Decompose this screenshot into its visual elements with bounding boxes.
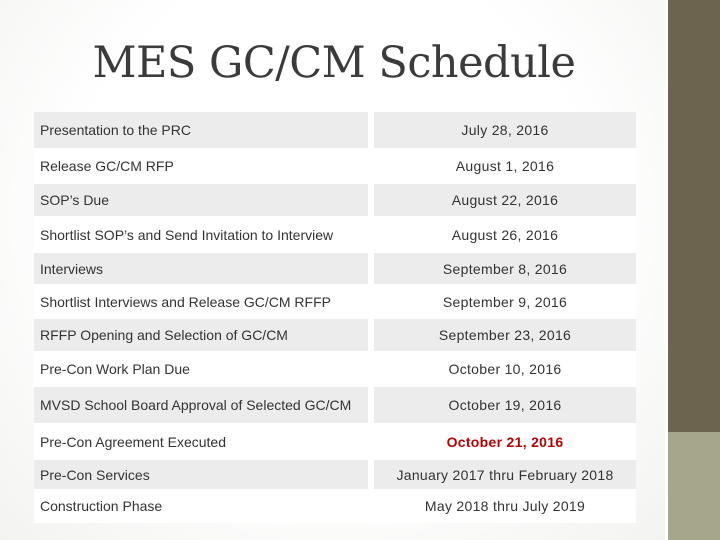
schedule-date: May 2018 thru July 2019 [371,490,636,522]
schedule-table-body [34,112,636,522]
schedule-row [34,217,636,252]
schedule-task: Pre-Con Agreement Executed [34,424,371,459]
schedule-date: October 21, 2016 [371,424,636,459]
schedule-row [34,285,636,318]
schedule-row [34,386,636,424]
schedule-date: September 8, 2016 [371,252,636,285]
schedule-date: September 23, 2016 [371,318,636,352]
schedule-date: August 26, 2016 [371,217,636,252]
schedule-date: September 9, 2016 [371,285,636,318]
schedule-task: RFFP Opening and Selection of GC/CM [34,318,371,352]
schedule-row [34,183,636,217]
schedule-date: August 22, 2016 [371,183,636,217]
schedule-task: Pre-Con Services [34,459,371,490]
schedule-date: October 10, 2016 [371,352,636,386]
schedule-task: Construction Phase [34,490,371,522]
schedule-date: August 1, 2016 [371,149,636,183]
schedule-row [34,252,636,285]
side-band-accent [668,432,720,540]
schedule-row [34,424,636,459]
schedule-task: Presentation to the PRC [34,112,371,149]
schedule-table [34,112,636,523]
schedule-row [34,112,636,149]
schedule-task: Release GC/CM RFP [34,149,371,183]
schedule-date: January 2017 thru February 2018 [371,459,636,490]
schedule-task: Pre-Con Work Plan Due [34,352,371,386]
slide-title: MES GC/CM Schedule [92,38,576,88]
schedule-row [34,318,636,352]
schedule-task: Shortlist SOP’s and Send Invitation to Interview [34,217,371,252]
schedule-row [34,149,636,183]
schedule-date: July 28, 2016 [371,112,636,149]
schedule-task: SOP’s Due [34,183,371,217]
schedule-task: Shortlist Interviews and Release GC/CM RFFP [34,285,371,318]
schedule-row [34,459,636,490]
schedule-row [34,352,636,386]
schedule-date: October 19, 2016 [371,386,636,424]
schedule-row [34,490,636,522]
schedule-task: MVSD School Board Approval of Selected GC/CM [34,386,371,424]
schedule-task: Interviews [34,252,371,285]
